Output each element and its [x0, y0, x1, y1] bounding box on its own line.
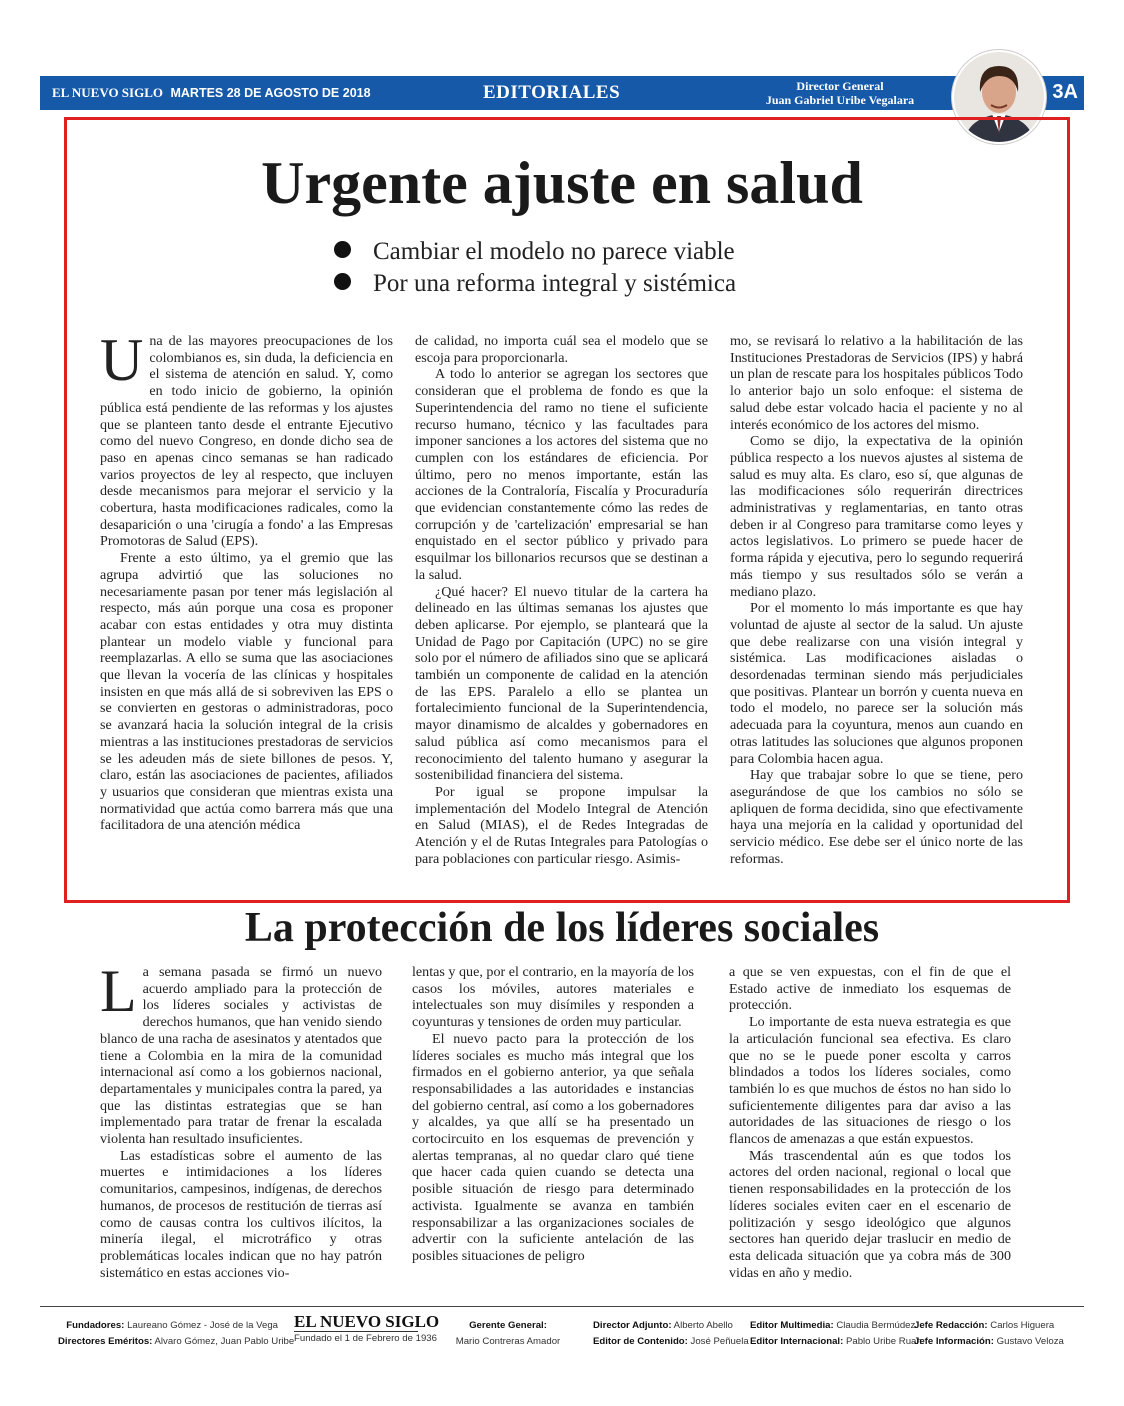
subhead-text: Cambiar el modelo no parece viable — [373, 238, 735, 265]
section-title: EDITORIALES — [483, 82, 621, 103]
editorial-2-column-3 — [729, 964, 1011, 1281]
footer-label: Jefe Información: — [914, 1336, 994, 1347]
editorial-1-headline: Urgente ajuste en salud — [261, 150, 863, 216]
header-masthead-date — [52, 85, 371, 101]
bullet-dot-icon — [334, 273, 351, 290]
subhead-text: Por una reforma integral y sistémica — [373, 270, 737, 297]
subhead-item — [334, 268, 736, 300]
footer-label: Editor Internacional: — [750, 1336, 844, 1347]
header-masthead: EL NUEVO SIGLO — [52, 85, 163, 100]
paragraph: Por igual se propone impulsar la implementación del Modelo Integral de Atención en Salud (MIAS), el de Redes Integradas de Atención y el de Rutas Integrales para Patologías o para poblaciones con particular riesgo. Asimis- — [415, 783, 708, 867]
paragraph: a que se ven expuestas, con el fin de que el Estado active de inmediato los esquemas de protección. — [729, 964, 1011, 1014]
footer-line — [750, 1334, 922, 1350]
footer-label: Editor Multimedia: — [750, 1320, 834, 1331]
paragraph: mo, se revisará lo relativo a la habilitación de las Instituciones Prestadoras de Servicios (IPS) y habrá un plan de rescate para los hospitales públicos Todo lo anterior bajo un solo enfoque: el sistema de salud debe estar volcado hacia el paciente y no al interés económico de los actores del mismo. — [730, 333, 1023, 433]
director-title: Director General — [796, 79, 884, 93]
director-name: Juan Gabriel Uribe Vegalara — [765, 93, 915, 107]
paragraph: Las estadísticas sobre el aumento de las muertes e intimidaciones a los líderes comunitarios, campesinos, indígenas, de derechos humanos, de procesos de restitución de tierras así como de causas contra los cultivos ilícitos, la minería ilegal, el microtráfico y otras problemáticas locales indican que no hay patrón sistemático en estas acciones vio- — [100, 1147, 382, 1281]
footer-value: Pablo Uribe Ruan — [845, 1336, 922, 1347]
footer-value: Gustavo Veloza — [996, 1336, 1064, 1347]
paragraph: A todo lo anterior se agregan los sectores que consideran que el problema de fondo es que la Superintendencia del ramo no tiene el suficiente recurso humano, técnico y las facultades para imponer sanciones a los actores del sistema que no cumplen con los estándares de eficiencia. Por último, pero no menos importante, están las acciones de la Contraloría, Fiscalía y Procuraduría que evidencian constantemente cómo las redes de corrupción y de 'cartelización' empresarial se han enquistado en el sector público y privado para esquilmar los billonarios recursos que se destinan a la salud. — [415, 366, 708, 583]
footer-chiefs — [914, 1318, 1064, 1350]
footer-value: Carlos Higuera — [990, 1320, 1055, 1331]
footer-divider — [40, 1306, 1084, 1307]
footer-label: Fundadores: — [66, 1320, 125, 1331]
footer-editors-a — [593, 1318, 749, 1350]
footer-manager — [448, 1318, 568, 1350]
director-credit — [740, 79, 940, 107]
footer-founders — [58, 1318, 295, 1350]
paragraph-text: na de las mayores preocupaciones de los colombianos es, sin duda, la deficiencia en el sistema de atención en salud. Y, como en todo inicio de gobierno, la opinión pública está pendiente de las reformas y los ajustes que se planteen tanto desde el entrante Ejecutivo como del nuevo Congreso, en donde dicho sea de paso en apenas cinco semanas se han radicado varios proyectos de ley al respecto, que incluyen desde mecanismos para mejorar el servicio y la cobertura, hasta modificaciones radicales, como la desaparición o una 'cirugía a fondo' a las Empresas Promotoras de Salud (EPS). — [100, 333, 393, 550]
editorial-2-column-1 — [100, 958, 382, 1281]
header-bar — [40, 76, 1084, 110]
footer-value: Alvaro Gómez, Juan Pablo Uribe — [154, 1336, 295, 1347]
footer-masthead: EL NUEVO SIGLO — [294, 1312, 440, 1331]
editorial-2-headline: La protección de los líderes sociales — [244, 905, 880, 951]
footer-value: José Peñuela — [690, 1336, 749, 1347]
page-number: 3A — [1052, 81, 1078, 103]
footer-value: Mario Contreras Amador — [455, 1336, 561, 1347]
drop-cap: U — [100, 327, 144, 393]
editorial-1-subheads — [334, 236, 736, 300]
footer-label-text: Gerente General: — [469, 1320, 547, 1331]
paragraph: Lo importante de esta nueva estrategia es que la articulación funcional sea efectiva. Es claro que no se le puede poner escolta y carros blindados a todos los líderes sociales, como también lo es que muchos de éstos no han sido lo suficientemente diligentes para dar aviso a las autoridades de las situaciones de riesgo o los flancos de amenazas a que están expuestos. — [729, 1014, 1011, 1148]
paragraph — [100, 958, 382, 1148]
footer-masthead-block — [294, 1312, 440, 1346]
footer-editors-b — [750, 1318, 922, 1350]
paragraph: Más trascendental aún es que todos los actores del orden nacional, regional o local que tienen responsabilidades en la protección de los líderes sociales eviten caer en el escenario de politización y sesgo ideológico que algunos sectores han querido dejar traslucir en medio de esta delicada situación que ya cobra más de 300 vidas en año y medio. — [729, 1147, 1011, 1281]
footer-label: Jefe Redacción: — [914, 1320, 988, 1331]
paragraph — [100, 327, 393, 550]
footer-value: Claudia Bermúdez — [836, 1320, 916, 1331]
paragraph: Hay que trabajar sobre lo que se tiene, pero asegurándose de que los cambios no sólo se apliquen de forma decidida, sino que efectivamente haya una mejoría en la calidad y oportunidad del servicio médico. Ese debe ser el único norte de las reformas. — [730, 767, 1023, 867]
footer-label: Editor de Contenido: — [593, 1336, 688, 1347]
editorial-2-column-2 — [412, 964, 694, 1265]
editorial-1-column-2 — [415, 333, 708, 868]
subhead-item — [334, 236, 736, 268]
editorial-1-column-3 — [730, 333, 1023, 868]
paragraph: Por el momento lo más importante es que hay voluntad de ajuste al sector de la salud. Un ajuste que debe realizarse con una visión integral y sistémica. Las modificaciones aisladas o desordenadas terminan siendo más perjudiciales que positivas. Plantear un borrón y cuenta nueva en todo el modelo, no parece ser la solución más adecuada para la coyuntura, menos aun cuando en otras latitudes las soluciones que algunos proponen para Colombia hacen agua. — [730, 600, 1023, 767]
paragraph-text: a semana pasada se firmó un nuevo acuerdo ampliado para la protección de los líderes sociales y activistas de derechos humanos, que han venido siendo blanco de una racha de asesinatos y atentados que tiene a Colombia en la mira de la comunidad internacional así como a los gobiernos nacional, departamentales y municipales contra la pared, ya que las distintas estrategias que se han implementado para tratar de frenar la escalada violenta han resultado insuficientes. — [100, 964, 382, 1148]
bullet-dot-icon — [334, 241, 351, 258]
editorial-1-column-1 — [100, 327, 393, 834]
header-date: MARTES 28 DE AGOSTO DE 2018 — [170, 86, 371, 100]
footer-line — [593, 1334, 749, 1350]
footer-value: Laureano Gómez - José de la Vega — [127, 1320, 278, 1331]
drop-cap: L — [100, 958, 137, 1024]
footer-label: Directores Eméritos: — [58, 1336, 153, 1347]
footer-line — [593, 1318, 749, 1334]
footer-label — [448, 1318, 568, 1334]
footer-line — [58, 1318, 278, 1334]
footer-line — [914, 1318, 1064, 1334]
footer-founded: Fundado el 1 de Febrero de 1936 — [294, 1333, 437, 1344]
footer-line — [58, 1334, 295, 1350]
paragraph: lentas y que, por el contrario, en la mayoría de los casos los móviles, autores materiales e intelectuales son muy disímiles y responden a coyunturas y tensiones de orden muy particular. — [412, 964, 694, 1031]
paragraph: Frente a esto último, ya el gremio que las agrupa advirtió que las soluciones no necesariamente pasan por tener más legislación al respecto, más aún porque una cosa es proponer acabar con estas entidades y otra muy distinta plantear un modelo viable y funcional para reemplazarlas. A ello se suma que las asociaciones que llevan la vocería de las clínicas y hospitales insisten en que más allá de si sobreviven las EPS o se convierten en gestoras o administradoras, poco se avanzará hacia la solución integral de la crisis mientras a las instituciones prestadoras de servicios se les adeuden más de siete billones de pesos. Y, claro, están las asociaciones de pacientes, afiliados y usuarios que consideran que mientras exista una normatividad que actúa como barrera más que una facilitadora de una atención médica — [100, 550, 393, 834]
footer-line — [914, 1334, 1064, 1350]
footer-value: Alberto Abello — [673, 1320, 733, 1331]
paragraph: de calidad, no importa cuál sea el modelo que se escoja para proporcionarla. — [415, 333, 708, 366]
paragraph: Como se dijo, la expectativa de la opinión pública respecto a los nuevos ajustes al sistema de salud es muy alta. Es claro, eso sí, que algunas de las modificaciones sólo requerirán directrices administrativas y reglamentarias, en tanto otras deben ir al Congreso para tramitarse como leyes y actos legislativos. Lo primero se puede hacer de forma rápida y ejecutiva, pero lo segundo requerirá más tiempo y sus resultados sólo se verán a mediano plazo. — [730, 433, 1023, 600]
paragraph: ¿Qué hacer? El nuevo titular de la cartera ha delineado en las últimas semanas los ajustes que deben aplicarse. Por ejemplo, se planteará que la Unidad de Pago por Capitación (UPC) no se gire solo por el número de afiliados sino que se aplicará también un componente de calidad en la atención de las EPS. Paralelo a ello se plantea un fortalecimiento funcional de la Superintendencia, mayor dinamismo de alcaldes y gobernadores en salud pública así como mecanismos para el reconocimiento del talento humano y asegurar la sostenibilidad financiera del sistema. — [415, 583, 708, 784]
footer-line — [750, 1318, 922, 1334]
paragraph: El nuevo pacto para la protección de los líderes sociales es mucho más integral que los firmados en el gobierno anterior, ya que señala responsabilidades a las autoridades e instancias del gobierno central, así como a los gobernadores y alcaldes, ya que allí se ha presentado un cortocircuito en los esquemas de prevención y alertas tempranas, al no quedar claro qué tiene que hacer cada quien cuando se detecta una posible situación de riesgo para determinado activista. Igualmente se avanza en también responsabilizar a las organizaciones sociales de advertir con la suficiente antelación de las posibles situaciones de peligro — [412, 1030, 694, 1264]
footer-label: Director Adjunto: — [593, 1320, 672, 1331]
